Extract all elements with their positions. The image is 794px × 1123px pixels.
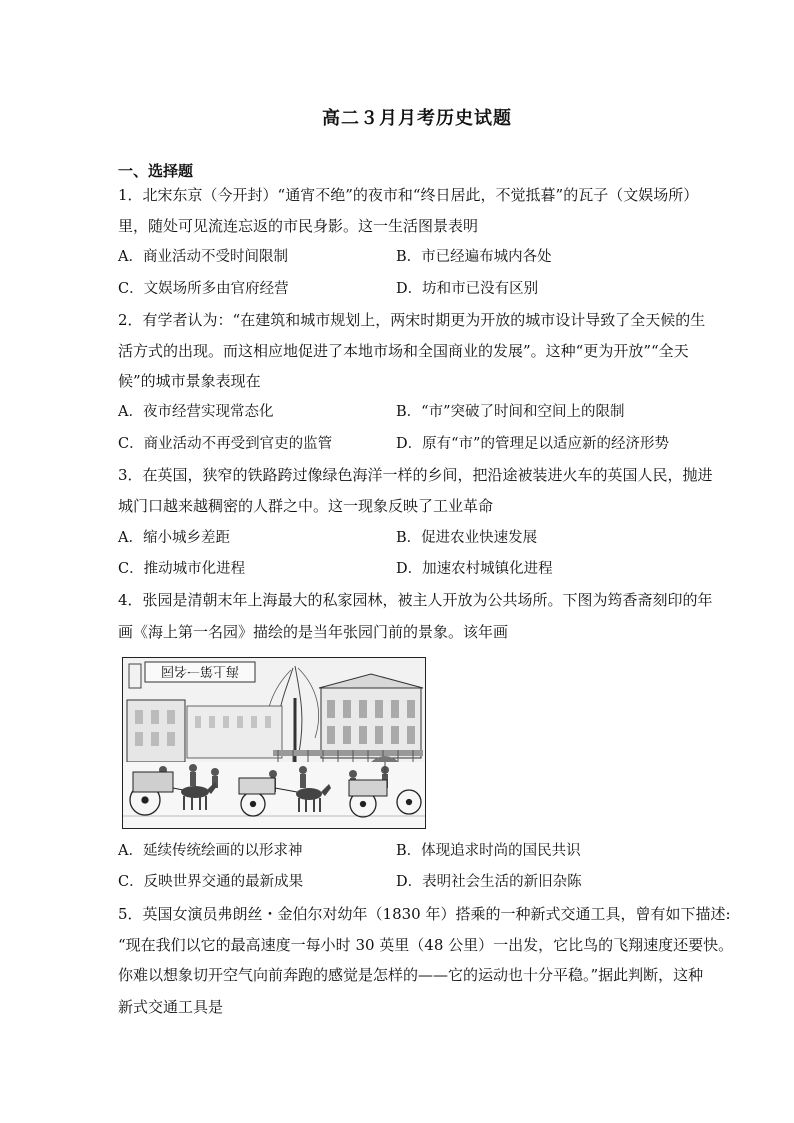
question-5-text-line-4: 新式交通工具是 [118,998,224,1016]
question-5-text-line-1: 5．英国女演员弗朗丝・金伯尔对幼年（1830 年）搭乘的一种新式交通工具，曾有如下描述: [118,905,731,923]
question-1-text-line-1: 1．北宋东京（今开封）“通宵不绝”的夜市和“终日居此，不觉抵暮”的瓦子（文娱场所） [118,186,699,204]
question-4-option-a: A．延续传统绘画的以形求神 [118,843,303,859]
question-3-option-a: A．缩小城乡差距 [118,530,230,546]
question-1-option-d: D．坊和市已没有区别 [396,281,539,297]
question-2-text-line-1: 2．有学者认为：“在建筑和城市规划上，两宋时期更为开放的城市设计导致了全天候的生 [118,311,706,329]
question-1-option-a: A．商业活动不受时间限制 [118,249,288,265]
question-3-option-c: C．推动城市化进程 [118,561,246,577]
question-5-text-line-3: 你难以想象切开空气向前奔跑的感觉是怎样的——它的运动也十分平稳。”据此判断，这种 [118,966,704,984]
question-4-option-d: D．表明社会生活的新旧杂陈 [396,874,582,890]
question-2-text-line-3: 候”的城市景象表现在 [118,372,261,390]
question-3-option-d: D．加速农村城镇化进程 [396,561,553,577]
question-4-option-b: B．体现追求时尚的国民共识 [396,843,581,859]
section-heading: 一、选择题 [118,162,194,180]
question-4-text-line-1: 4．张园是清朝末年上海最大的私家园林，被主人开放为公共场所。下图为筠香斋刻印的年 [118,591,713,609]
question-3-text-line-1: 3．在英国，狭窄的铁路跨过像绿色海洋一样的乡间，把沿途被装进火车的英国人民，抛进 [118,466,713,484]
image-caption: 海上第一名园 [160,663,240,678]
question-3-option-b: B．促进农业快速发展 [396,530,538,546]
new-year-print-image [122,657,426,829]
question-2-option-c: C．商业活动不再受到官吏的监管 [118,436,333,452]
question-2-option-d: D．原有“市”的管理足以适应新的经济形势 [396,436,669,452]
question-3-text-line-2: 城门口越来越稠密的人群之中。这一现象反映了工业革命 [118,497,494,515]
question-2-option-b: B．“市”突破了时间和空间上的限制 [396,404,625,420]
question-1-option-b: B．市已经遍布城内各处 [396,249,552,265]
question-1-option-c: C．文娱场所多由官府经营 [118,281,289,297]
page-title: 高二３月月考历史试题 [322,108,512,129]
question-4-option-c: C．反映世界交通的最新成果 [118,874,304,890]
question-2-text-line-2: 活方式的出现。而这相应地促进了本地市场和全国商业的发展”。这种“更为开放”“全天 [118,342,689,360]
question-1-text-line-2: 里，随处可见流连忘返的市民身影。这一生活图景表明 [118,217,479,235]
question-4-text-line-2: 画《海上第一名园》描绘的是当年张园门前的景象。该年画 [118,623,509,641]
question-5-text-line-2: “现在我们以它的最高速度一每小时 30 英里（48 公里）一出发，它比鸟的飞翔速度还要快。 [118,936,734,954]
question-2-option-a: A．夜市经营实现常态化 [118,404,274,420]
